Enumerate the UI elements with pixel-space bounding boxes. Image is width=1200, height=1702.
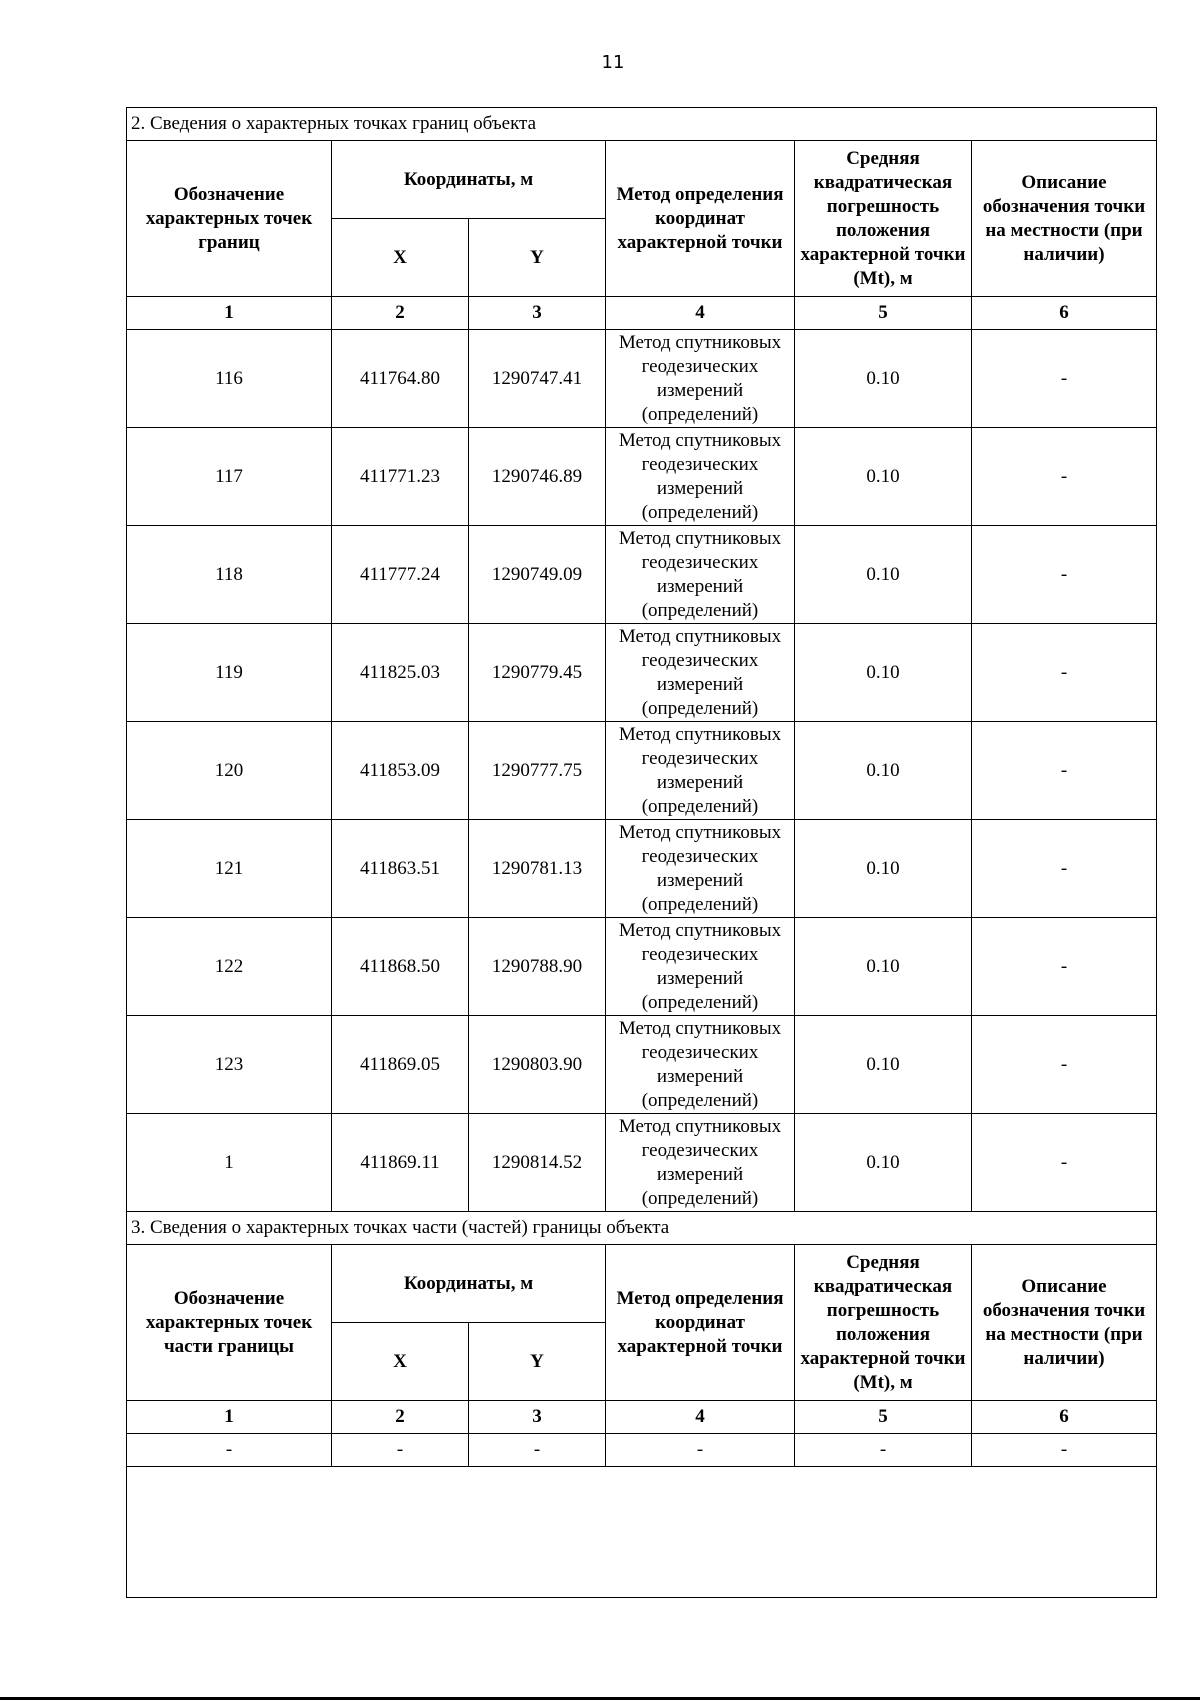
header-method: Метод определения координат характерной точки — [606, 141, 795, 297]
page-number: 11 — [601, 52, 625, 73]
cell-empty: - — [606, 1434, 795, 1467]
table-row — [127, 918, 1157, 1016]
cell-description: - — [972, 722, 1157, 820]
cell-method: Метод спутниковых геодезических измерений (определений) — [606, 722, 795, 820]
blank-area — [127, 1467, 1157, 1598]
coordinates-table — [126, 107, 1157, 1598]
header-method: Метод определения координат характерной точки — [606, 1245, 795, 1401]
column-number: 3 — [469, 1401, 606, 1434]
section-title: 2. Сведения о характерных точках границ объекта — [127, 108, 1157, 141]
cell-x: 411869.05 — [332, 1016, 469, 1114]
column-number: 2 — [332, 1401, 469, 1434]
header-x: X — [332, 219, 469, 297]
cell-mt: 0.10 — [795, 428, 972, 526]
cell-method: Метод спутниковых геодезических измерений (определений) — [606, 918, 795, 1016]
cell-x: 411825.03 — [332, 624, 469, 722]
cell-x: 411777.24 — [332, 526, 469, 624]
cell-x: 411863.51 — [332, 820, 469, 918]
cell-method: Метод спутниковых геодезических измерений (определений) — [606, 1114, 795, 1212]
column-number: 2 — [332, 297, 469, 330]
cell-point: 1 — [127, 1114, 332, 1212]
cell-description: - — [972, 428, 1157, 526]
cell-x: 411853.09 — [332, 722, 469, 820]
table-row — [127, 1016, 1157, 1114]
column-number: 5 — [795, 297, 972, 330]
column-number-row — [127, 297, 1157, 330]
column-number: 4 — [606, 1401, 795, 1434]
cell-method: Метод спутниковых геодезических измерений (определений) — [606, 428, 795, 526]
bottom-rule — [0, 1697, 1200, 1700]
cell-point: 117 — [127, 428, 332, 526]
cell-method: Метод спутниковых геодезических измерений (определений) — [606, 820, 795, 918]
cell-empty: - — [972, 1434, 1157, 1467]
cell-y: 1290803.90 — [469, 1016, 606, 1114]
header-designation: Обозначение характерных точек границ — [127, 141, 332, 297]
cell-mt: 0.10 — [795, 624, 972, 722]
section3-title-row — [127, 1212, 1157, 1245]
table-row — [127, 330, 1157, 428]
cell-mt: 0.10 — [795, 1114, 972, 1212]
header-coordinates: Координаты, м — [332, 141, 606, 219]
cell-x: 411868.50 — [332, 918, 469, 1016]
cell-y: 1290781.13 — [469, 820, 606, 918]
cell-description: - — [972, 1114, 1157, 1212]
cell-description: - — [972, 820, 1157, 918]
cell-method: Метод спутниковых геодезических измерений (определений) — [606, 526, 795, 624]
cell-x: 411771.23 — [332, 428, 469, 526]
cell-y: 1290814.52 — [469, 1114, 606, 1212]
cell-description: - — [972, 624, 1157, 722]
section2-title-row — [127, 108, 1157, 141]
column-number: 4 — [606, 297, 795, 330]
header-y: Y — [469, 219, 606, 297]
cell-description: - — [972, 330, 1157, 428]
cell-mt: 0.10 — [795, 820, 972, 918]
table-row — [127, 624, 1157, 722]
cell-method: Метод спутниковых геодезических измерений (определений) — [606, 330, 795, 428]
cell-point: 123 — [127, 1016, 332, 1114]
cell-description: - — [972, 526, 1157, 624]
cell-method: Метод спутниковых геодезических измерений (определений) — [606, 1016, 795, 1114]
cell-empty: - — [127, 1434, 332, 1467]
cell-empty: - — [332, 1434, 469, 1467]
cell-y: 1290788.90 — [469, 918, 606, 1016]
cell-description: - — [972, 918, 1157, 1016]
section-title: 3. Сведения о характерных точках части (частей) границы объекта — [127, 1212, 1157, 1245]
column-number: 1 — [127, 1401, 332, 1434]
column-number: 6 — [972, 1401, 1157, 1434]
table-row — [127, 1434, 1157, 1467]
cell-empty: - — [795, 1434, 972, 1467]
cell-description: - — [972, 1016, 1157, 1114]
cell-mt: 0.10 — [795, 1016, 972, 1114]
cell-point: 116 — [127, 330, 332, 428]
header-row — [127, 1245, 1157, 1323]
cell-y: 1290779.45 — [469, 624, 606, 722]
header-x: X — [332, 1323, 469, 1401]
table-row — [127, 820, 1157, 918]
cell-mt: 0.10 — [795, 330, 972, 428]
cell-y: 1290749.09 — [469, 526, 606, 624]
header-row — [127, 141, 1157, 219]
blank-area-row — [127, 1467, 1157, 1598]
cell-method: Метод спутниковых геодезических измерений (определений) — [606, 624, 795, 722]
column-number: 1 — [127, 297, 332, 330]
table-row — [127, 526, 1157, 624]
cell-point: 122 — [127, 918, 332, 1016]
cell-x: 411764.80 — [332, 330, 469, 428]
cell-empty: - — [469, 1434, 606, 1467]
header-error: Средняя квадратическая погрешность положения характерной точки (Mt), м — [795, 141, 972, 297]
table-row — [127, 428, 1157, 526]
header-coordinates: Координаты, м — [332, 1245, 606, 1323]
cell-mt: 0.10 — [795, 722, 972, 820]
cell-mt: 0.10 — [795, 526, 972, 624]
column-number-row — [127, 1401, 1157, 1434]
cell-y: 1290746.89 — [469, 428, 606, 526]
cell-y: 1290777.75 — [469, 722, 606, 820]
header-error: Средняя квадратическая погрешность положения характерной точки (Mt), м — [795, 1245, 972, 1401]
column-number: 3 — [469, 297, 606, 330]
header-y: Y — [469, 1323, 606, 1401]
cell-mt: 0.10 — [795, 918, 972, 1016]
table-row — [127, 1114, 1157, 1212]
table-row — [127, 722, 1157, 820]
cell-y: 1290747.41 — [469, 330, 606, 428]
header-description: Описание обозначения точки на местности (при наличии) — [972, 141, 1157, 297]
cell-point: 118 — [127, 526, 332, 624]
cell-x: 411869.11 — [332, 1114, 469, 1212]
column-number: 5 — [795, 1401, 972, 1434]
cell-point: 121 — [127, 820, 332, 918]
header-designation: Обозначение характерных точек части границы — [127, 1245, 332, 1401]
cell-point: 119 — [127, 624, 332, 722]
cell-point: 120 — [127, 722, 332, 820]
header-description: Описание обозначения точки на местности (при наличии) — [972, 1245, 1157, 1401]
column-number: 6 — [972, 297, 1157, 330]
